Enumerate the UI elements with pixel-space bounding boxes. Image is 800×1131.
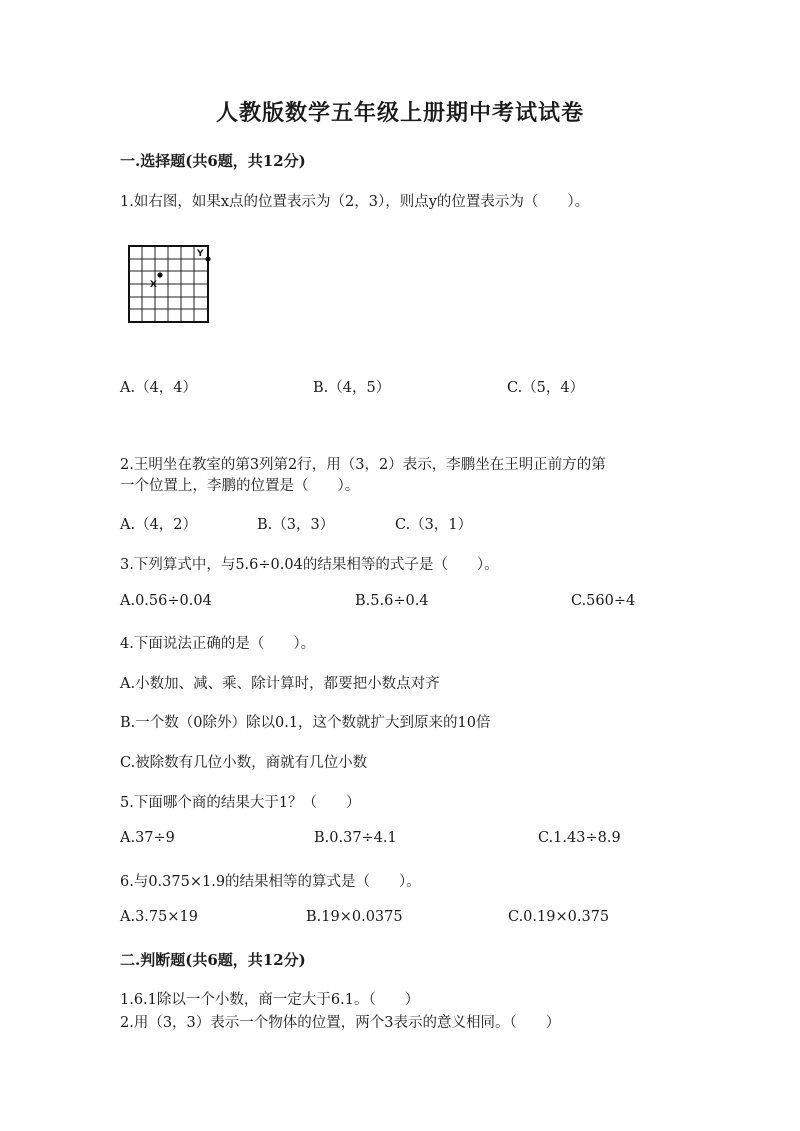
q3-option-c: C.560÷4 xyxy=(571,593,636,609)
question-3: 3.下列算式中，与5.6÷0.04的结果相等的式子是（ ）。 xyxy=(120,557,499,573)
judge-question-1: 1.6.1除以一个小数，商一定大于6.1。（ ） xyxy=(120,992,420,1008)
section-heading-choice: 一.选择题(共6题，共12分) xyxy=(120,152,306,170)
q5-option-c: C.1.43÷8.9 xyxy=(538,830,621,846)
question-2-line-2: 一个位置上，李鹏的位置是（ ）。 xyxy=(120,478,360,494)
question-2-line-1: 2.王明坐在教室的第3列第2行，用（3，2）表示，李鹏坐在王明正前方的第 xyxy=(120,457,606,473)
q4-option-b: B.一个数（0除外）除以0.1，这个数就扩大到原来的10倍 xyxy=(120,715,491,731)
question-4: 4.下面说法正确的是（ ）。 xyxy=(120,636,316,652)
q2-option-b: B.（3，3） xyxy=(257,517,335,533)
point-x-dot xyxy=(157,272,162,277)
q1-option-a: A.（4，4） xyxy=(120,380,198,396)
q6-option-c: C.0.19×0.375 xyxy=(508,909,610,925)
q3-option-b: B.5.6÷0.4 xyxy=(355,593,429,609)
question-1: 1.如右图，如果x点的位置表示为（2，3），则点y的位置表示为（ ）。 xyxy=(120,194,590,210)
coordinate-grid-figure xyxy=(126,242,216,326)
section-heading-judge: 二.判断题(共6题，共12分) xyxy=(120,951,306,969)
question-5: 5.下面哪个商的结果大于1？（ ） xyxy=(120,795,361,811)
q4-option-c: C.被除数有几位小数，商就有几位小数 xyxy=(120,755,368,771)
judge-question-2: 2.用（3，3）表示一个物体的位置，两个3表示的意义相同。（ ） xyxy=(120,1015,561,1031)
q5-option-a: A.37÷9 xyxy=(120,830,175,846)
q6-option-a: A.3.75×19 xyxy=(120,909,198,925)
q2-option-c: C.（3，1） xyxy=(395,517,473,533)
q6-option-b: B.19×0.0375 xyxy=(306,909,403,925)
q1-option-c: C.（5，4） xyxy=(507,380,585,396)
point-x-label: X xyxy=(150,280,157,290)
page-title: 人教版数学五年级上册期中考试试卷 xyxy=(215,100,584,126)
q2-option-a: A.（4，2） xyxy=(120,517,198,533)
q5-option-b: B.0.37÷4.1 xyxy=(314,830,397,846)
point-y-label: Y xyxy=(197,249,204,259)
question-6: 6.与0.375×1.9的结果相等的算式是（ ）。 xyxy=(120,874,421,890)
q3-option-a: A.0.56÷0.04 xyxy=(120,593,212,609)
point-y-dot xyxy=(205,256,210,261)
q4-option-a: A.小数加、减、乘、除计算时，都要把小数点对齐 xyxy=(120,676,440,692)
q1-option-b: B.（4，5） xyxy=(313,380,391,396)
